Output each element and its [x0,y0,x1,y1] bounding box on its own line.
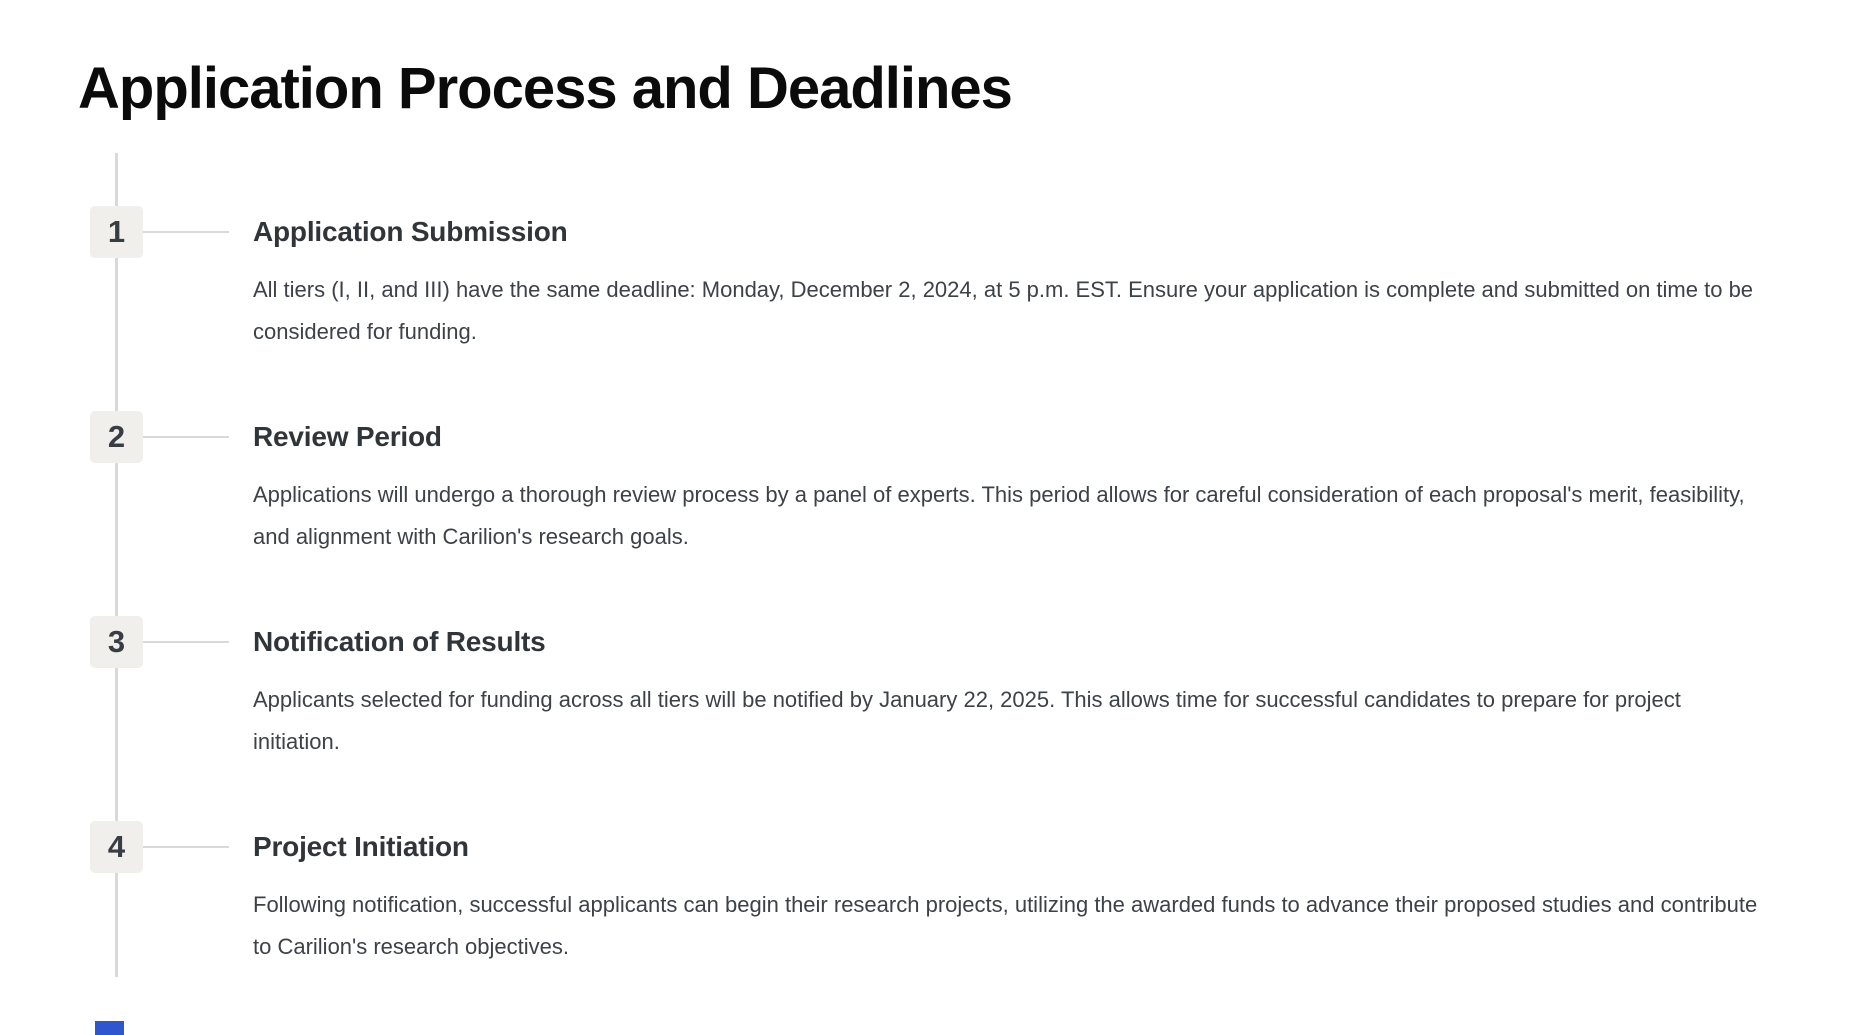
timeline-step-3 [90,625,1810,763]
step-2-connector-line [143,436,229,438]
step-2-content [253,420,1810,558]
step-2-marker-column [90,420,253,463]
step-3-number-badge: 3 [90,616,143,668]
step-4-title: Project Initiation [253,830,469,862]
step-4-marker-column [90,830,253,873]
step-3-description: Applicants selected for funding across all tiers will be notified by January 22, 2025. This allows time for successful candidates to prepare for project initiation. [253,686,1681,754]
timeline-step-4 [90,830,1810,968]
step-2-description: Applications will undergo a thorough review process by a panel of experts. This period allows for careful consideration of each proposal's merit, feasibility, and alignment with Carilion's research goals. [253,481,1745,549]
step-4-content [253,830,1810,968]
step-4-number-badge: 4 [90,821,143,873]
step-1-marker-column [90,215,253,258]
step-1-content [253,215,1810,353]
step-3-title: Notification of Results [253,625,546,657]
page-title: Application Process and Deadlines [78,56,1012,121]
clipped-blue-element [95,1021,124,1035]
timeline-step-1 [90,215,1810,353]
step-3-marker-column [90,625,253,668]
step-3-connector-line [143,641,229,643]
timeline-step-2 [90,420,1810,558]
step-3-content [253,625,1810,763]
step-2-title: Review Period [253,420,442,452]
step-1-description: All tiers (I, II, and III) have the same deadline: Monday, December 2, 2024, at 5 p.m. EST. Ensure your application is complete and submitted on time to be considered for funding. [253,276,1754,344]
step-2-number-badge: 2 [90,411,143,463]
step-4-description: Following notification, successful applicants can begin their research projects, utilizing the awarded funds to advance their proposed studies and contribute to Carilion's research objectives. [253,891,1758,959]
step-1-connector-line [143,231,229,233]
process-timeline [90,215,1810,968]
step-4-connector-line [143,846,229,848]
step-1-number-badge: 1 [90,206,143,258]
step-1-title: Application Submission [253,215,568,247]
